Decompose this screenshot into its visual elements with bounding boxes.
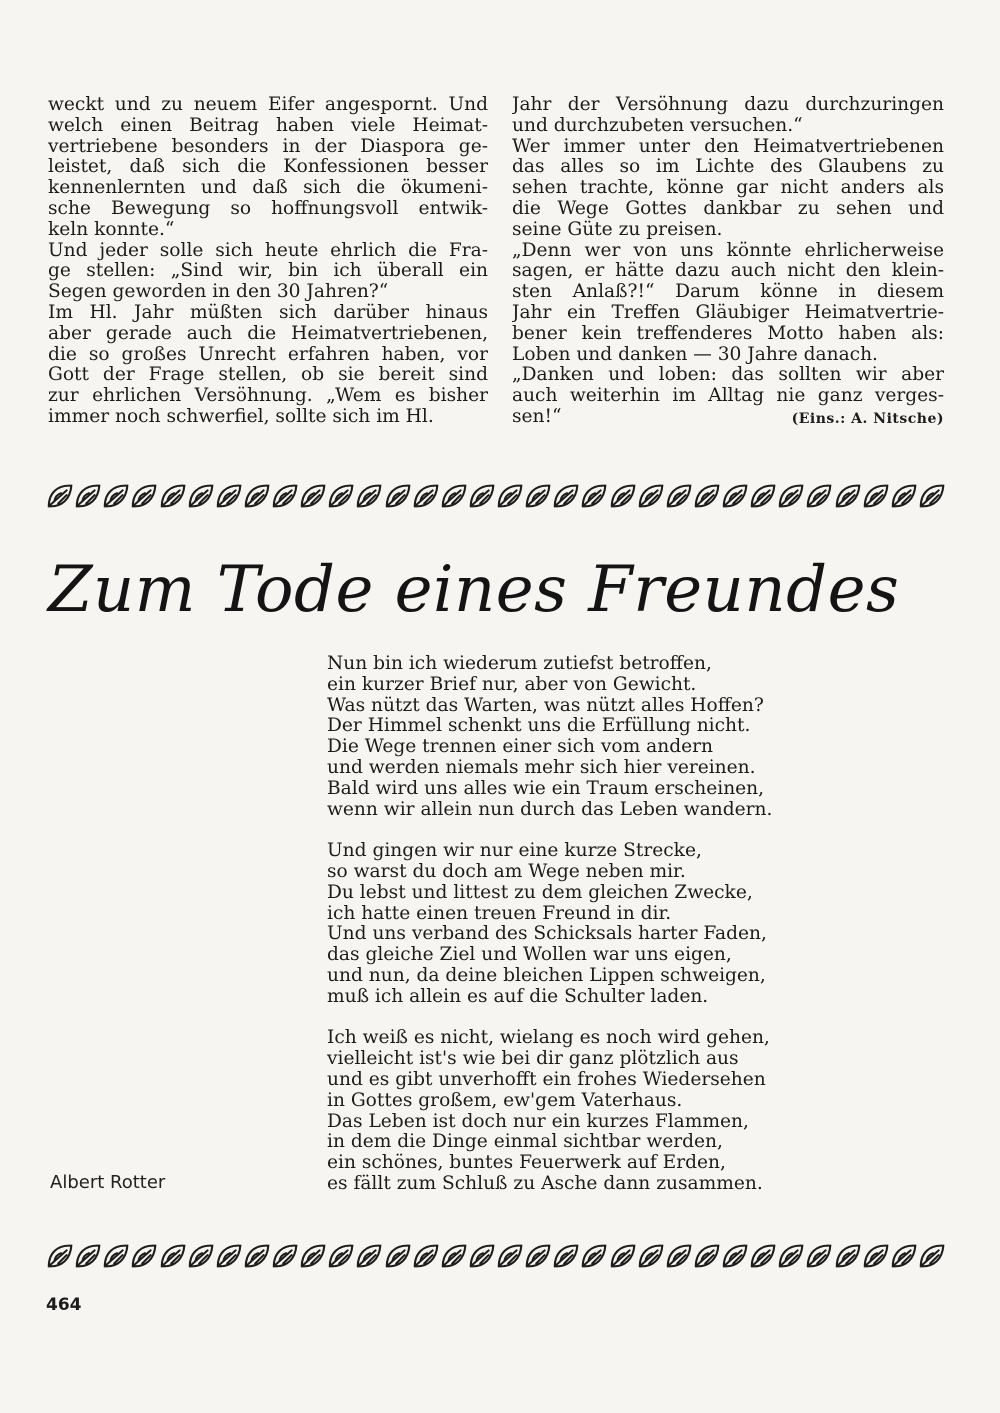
text-line: Segen geworden in den 30 Jahren?“ — [48, 282, 389, 303]
poem-line: in dem die Dinge einmal sichtbar werden, — [327, 1131, 723, 1153]
leaf-ornament-icon — [299, 481, 327, 511]
leaf-ornament-icon — [693, 1241, 721, 1271]
leaf-ornament-icon — [215, 481, 243, 511]
leaf-ornament-icon — [749, 481, 777, 511]
poem-line: muß ich allein es auf die Schulter laden. — [327, 985, 709, 1007]
poem-line: Das Leben ist doch nur ein kurzes Flammen, — [327, 1110, 749, 1132]
text-line: sen!“ (Eins.: A. Nitsche) — [512, 407, 944, 428]
leaf-ornament-icon — [412, 1241, 440, 1271]
leaf-ornament-icon — [327, 1241, 355, 1271]
leaf-ornament-icon — [327, 481, 355, 511]
text-line: das alles so im Lichte des Glaubens zu — [512, 157, 944, 178]
leaf-ornament-icon — [918, 481, 946, 511]
poem-line: es fällt zum Schluß zu Asche dann zusammen. — [327, 1172, 763, 1194]
leaf-ornament-icon — [384, 1241, 412, 1271]
leaf-ornament-icon — [102, 1241, 130, 1271]
text-line: Und jeder solle sich heute ehrlich die Fra- — [48, 240, 488, 261]
poem-stanza — [327, 841, 772, 1007]
text-line: weckt und zu neuem Eifer angespornt. Und — [48, 95, 488, 115]
text-line: kennenlernten und daß sich die ökumeni- — [48, 178, 488, 199]
leaf-ornament-icon — [609, 1241, 637, 1271]
leaf-ornament-icon — [468, 481, 496, 511]
text-line: ge stellen: „Sind wir, bin ich überall ein — [48, 261, 488, 282]
poem-line: Ich weiß es nicht, wielang es noch wird gehen, — [327, 1027, 770, 1049]
leaf-ornament-icon — [243, 1241, 271, 1271]
poem-line: Du lebst und littest zu dem gleichen Zwecke, — [327, 881, 753, 903]
leaf-ornament-icon — [665, 481, 693, 511]
text-line: die so großes Unrecht erfahren haben, vor — [48, 344, 488, 365]
leaf-ornament-icon — [271, 481, 299, 511]
ornament-border-top — [46, 478, 946, 514]
text-line: Wer immer unter den Heimatvertriebenen — [512, 136, 944, 157]
page-number: 464 — [46, 1295, 82, 1315]
leaf-ornament-icon — [890, 1241, 918, 1271]
poem-line: ich hatte einen treuen Freund in dir. — [327, 902, 672, 924]
text-line: „Danken und loben: das sollten wir aber — [512, 365, 944, 386]
poem-line: ein schönes, buntes Feuerwerk auf Erden, — [327, 1152, 726, 1174]
leaf-ornament-icon — [580, 1241, 608, 1271]
poem-stanza — [327, 1028, 772, 1194]
leaf-ornament-icon — [890, 481, 918, 511]
leaf-ornament-icon — [552, 481, 580, 511]
text-line: vertriebene besonders in der Diaspora ge- — [48, 136, 488, 157]
leaf-ornament-icon — [46, 481, 74, 511]
leaf-ornament-icon — [468, 1241, 496, 1271]
leaf-ornament-icon — [805, 481, 833, 511]
leaf-ornament-icon — [187, 1241, 215, 1271]
leaf-ornament-icon — [440, 481, 468, 511]
leaf-ornament-icon — [355, 1241, 383, 1271]
text-line: auch weiterhin im Alltag nie ganz verges- — [512, 386, 944, 407]
ornament-border-bottom — [46, 1238, 946, 1274]
leaf-ornament-icon — [777, 1241, 805, 1271]
leaf-ornament-icon — [609, 481, 637, 511]
leaf-ornament-icon — [496, 1241, 524, 1271]
text-line: „Denn wer von uns könnte ehrlicherweise — [512, 240, 944, 261]
leaf-ornament-icon — [440, 1241, 468, 1271]
poem-line: in Gottes großem, ew'gem Vaterhaus. — [327, 1089, 683, 1111]
poem-line: Nun bin ich wiederum zutiefst betroffen, — [327, 653, 712, 674]
leaf-ornament-icon — [637, 481, 665, 511]
text-line: sehen trachte, könne gar nicht anders als — [512, 178, 944, 199]
text-line: Im Hl. Jahr müßten sich darüber hinaus — [48, 302, 488, 323]
leaf-ornament-icon — [159, 481, 187, 511]
poem-line: Die Wege trennen einer sich vom andern — [327, 736, 713, 758]
leaf-ornament-icon — [524, 1241, 552, 1271]
leaf-ornament-icon — [749, 1241, 777, 1271]
leaf-ornament-icon — [552, 1241, 580, 1271]
poem-line: und es gibt unverhofft ein frohes Wiedersehen — [327, 1068, 766, 1090]
leaf-ornament-icon — [721, 1241, 749, 1271]
leaf-ornament-icon — [777, 481, 805, 511]
leaf-ornament-icon — [74, 1241, 102, 1271]
leaf-ornament-icon — [130, 481, 158, 511]
leaf-ornament-icon — [918, 1241, 946, 1271]
leaf-ornament-icon — [834, 481, 862, 511]
poem-line: und nun, da deine bleichen Lippen schweigen, — [327, 964, 766, 986]
poem-title: Zum Tode eines Freundes — [48, 553, 900, 627]
poem-line: Bald wird uns alles wie ein Traum erscheinen, — [327, 777, 765, 799]
poem-author: Albert Rotter — [50, 1172, 166, 1193]
credit-note: (Eins.: A. Nitsche) — [791, 410, 944, 427]
leaf-ornament-icon — [299, 1241, 327, 1271]
text-line: zur ehrlichen Versöhnung. „Wem es bisher — [48, 386, 488, 407]
leaf-ornament-icon — [524, 481, 552, 511]
text-line: Jahr ein Treffen Gläubiger Heimatvertrie- — [512, 302, 944, 323]
poem-line: so warst du doch am Wege neben mir. — [327, 860, 686, 882]
poem-line: Der Himmel schenkt uns die Erfüllung nicht. — [327, 715, 751, 737]
poem-line: das gleiche Ziel und Wollen war uns eigen, — [327, 944, 732, 966]
text-line: und durchzubeten versuchen.“ — [512, 115, 803, 136]
text-line: leistet, daß sich die Konfessionen besser — [48, 157, 488, 178]
leaf-ornament-icon — [384, 481, 412, 511]
leaf-ornament-icon — [693, 481, 721, 511]
text-line: die Wege Gottes dankbar zu sehen und — [512, 198, 944, 219]
leaf-ornament-icon — [102, 481, 130, 511]
leaf-ornament-icon — [665, 1241, 693, 1271]
text-line: bener kein treffenderes Motto haben als: — [512, 323, 944, 344]
leaf-ornament-icon — [721, 481, 749, 511]
poem-line: und werden niemals mehr sich hier vereinen. — [327, 756, 756, 778]
leaf-ornament-icon — [130, 1241, 158, 1271]
leaf-ornament-icon — [580, 481, 608, 511]
poem-line: wenn wir allein nun durch das Leben wandern. — [327, 798, 773, 820]
leaf-ornament-icon — [215, 1241, 243, 1271]
poem-stanza — [327, 654, 772, 820]
leaf-ornament-icon — [412, 481, 440, 511]
text-line: Loben und danken — 30 Jahre danach. — [512, 344, 878, 365]
right-text-column — [512, 95, 944, 428]
leaf-ornament-icon — [862, 481, 890, 511]
leaf-ornament-icon — [243, 481, 271, 511]
poem-line: ein kurzer Brief nur, aber von Gewicht. — [327, 673, 697, 695]
poem-line: Was nützt das Warten, was nützt alles Hoffen? — [327, 694, 764, 716]
poem-line: vielleicht ist's wie bei dir ganz plötzlich aus — [327, 1048, 739, 1070]
leaf-ornament-icon — [187, 481, 215, 511]
left-text-column — [48, 95, 488, 428]
text-line: aber gerade auch die Heimatvertriebenen, — [48, 323, 488, 344]
leaf-ornament-icon — [496, 481, 524, 511]
poem-line: Und uns verband des Schicksals harter Faden, — [327, 923, 767, 945]
text-line: immer noch schwerfiel, sollte sich im Hl. — [48, 406, 434, 427]
leaf-ornament-icon — [355, 481, 383, 511]
leaf-ornament-icon — [637, 1241, 665, 1271]
text-line: sten Anlaß?!“ Darum könne in diesem — [512, 282, 944, 303]
leaf-ornament-icon — [834, 1241, 862, 1271]
leaf-ornament-icon — [862, 1241, 890, 1271]
leaf-ornament-icon — [74, 481, 102, 511]
text-line: sche Bewegung so hoffnungsvoll entwik- — [48, 198, 488, 219]
leaf-ornament-icon — [46, 1241, 74, 1271]
leaf-ornament-icon — [805, 1241, 833, 1271]
text-line: Jahr der Versöhnung dazu durchzuringen — [512, 95, 944, 115]
text-line: Gott der Frage stellen, ob sie bereit sind — [48, 365, 488, 386]
text-line: seine Güte zu preisen. — [512, 219, 723, 240]
text-line: sagen, er hätte dazu auch nicht den klein- — [512, 261, 944, 282]
leaf-ornament-icon — [159, 1241, 187, 1271]
text-line: welch einen Beitrag haben viele Heimat- — [48, 115, 488, 136]
leaf-ornament-icon — [271, 1241, 299, 1271]
text-line: keln konnte.“ — [48, 219, 175, 240]
poem-body — [327, 654, 772, 1216]
poem-line: Und gingen wir nur eine kurze Strecke, — [327, 840, 702, 862]
